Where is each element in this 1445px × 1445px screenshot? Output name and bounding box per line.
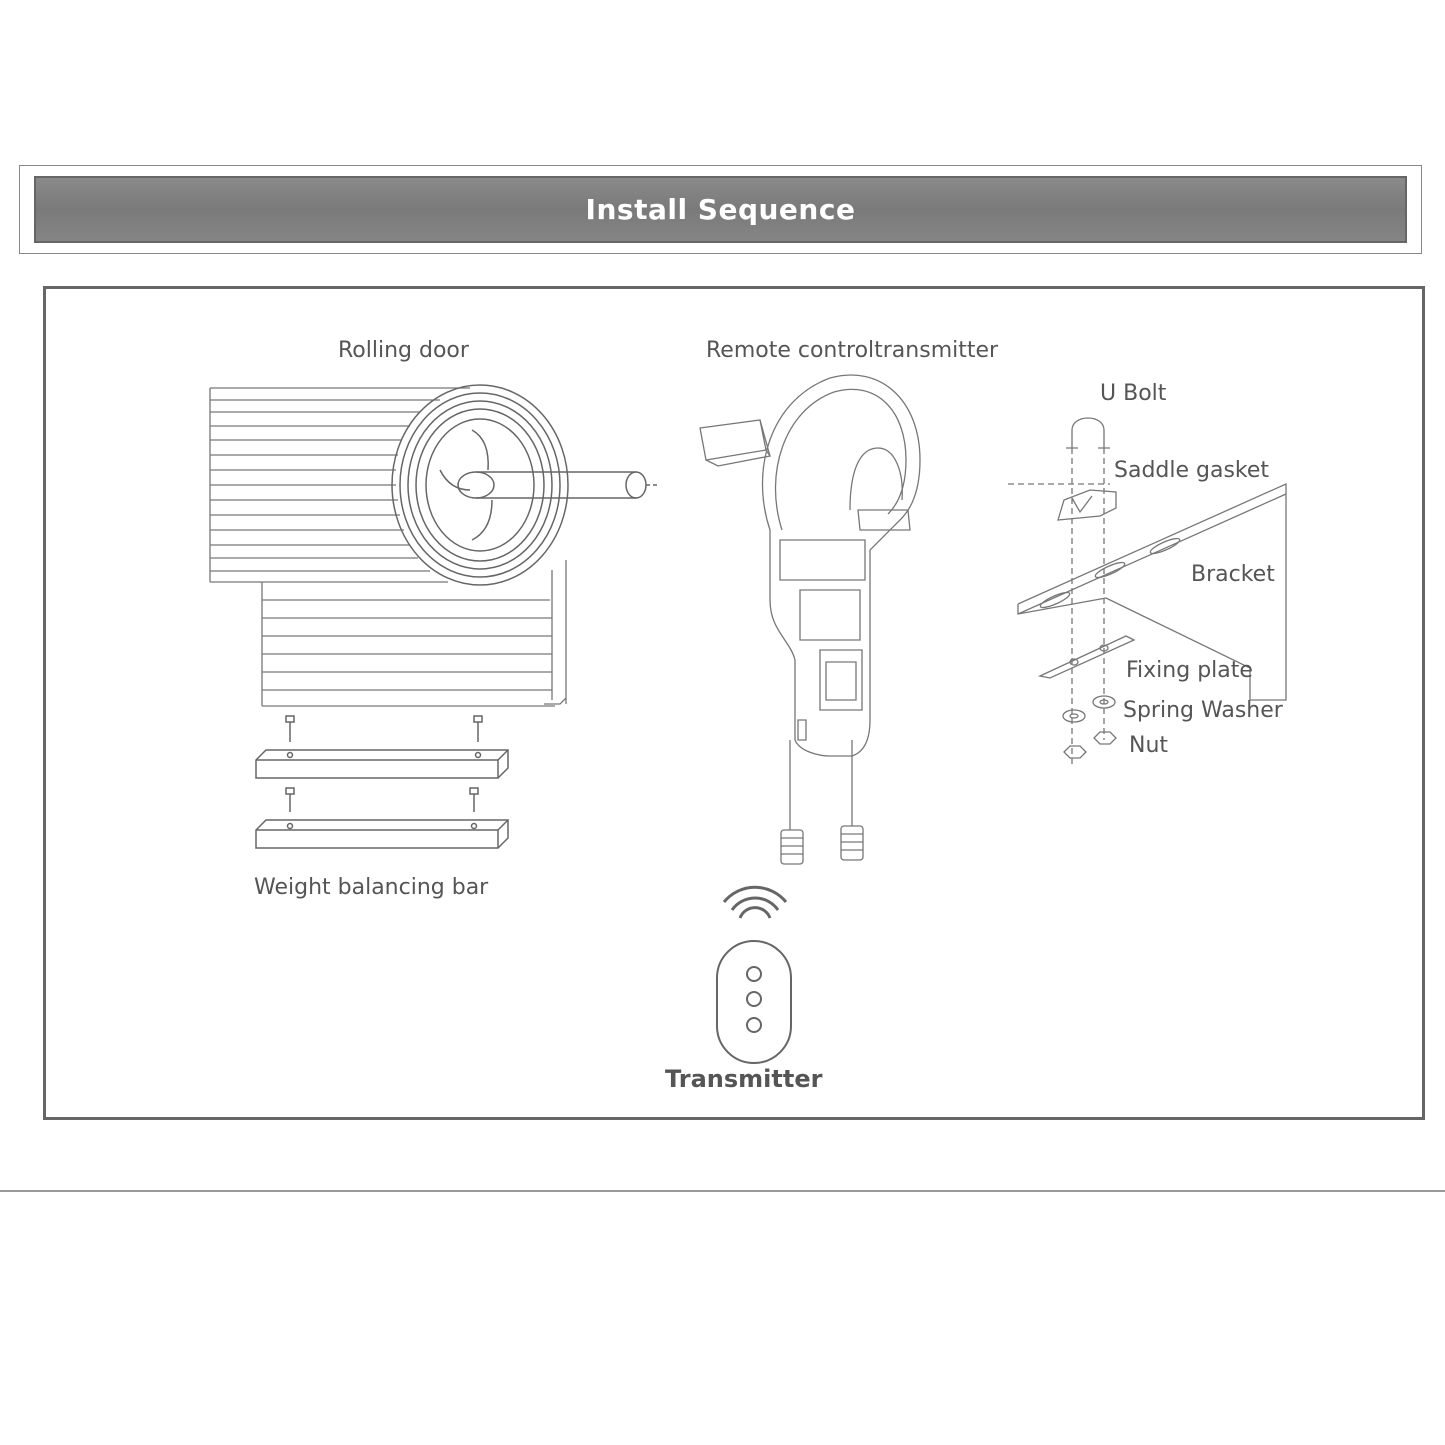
footer-divider xyxy=(0,1190,1445,1192)
label-u-bolt: U Bolt xyxy=(1100,381,1167,406)
label-remote-control: Remote controltransmitter xyxy=(706,338,999,363)
transmitter-illustration xyxy=(717,887,791,1063)
label-saddle-gasket: Saddle gasket xyxy=(1114,458,1270,483)
label-spring-washer: Spring Washer xyxy=(1123,698,1283,723)
label-transmitter: Transmitter xyxy=(665,1065,823,1093)
label-rolling-door: Rolling door xyxy=(338,338,469,363)
signal-waves-icon xyxy=(724,887,786,918)
label-weight-balancing-bar: Weight balancing bar xyxy=(254,875,489,900)
weight-balancing-bar-illustration xyxy=(256,716,508,848)
section-title: Install Sequence xyxy=(585,193,856,226)
motor-unit-illustration xyxy=(700,375,920,864)
label-nut: Nut xyxy=(1129,733,1169,758)
label-bracket: Bracket xyxy=(1191,562,1275,587)
rolling-door-illustration xyxy=(210,385,660,706)
label-fixing-plate: Fixing plate xyxy=(1126,658,1253,683)
